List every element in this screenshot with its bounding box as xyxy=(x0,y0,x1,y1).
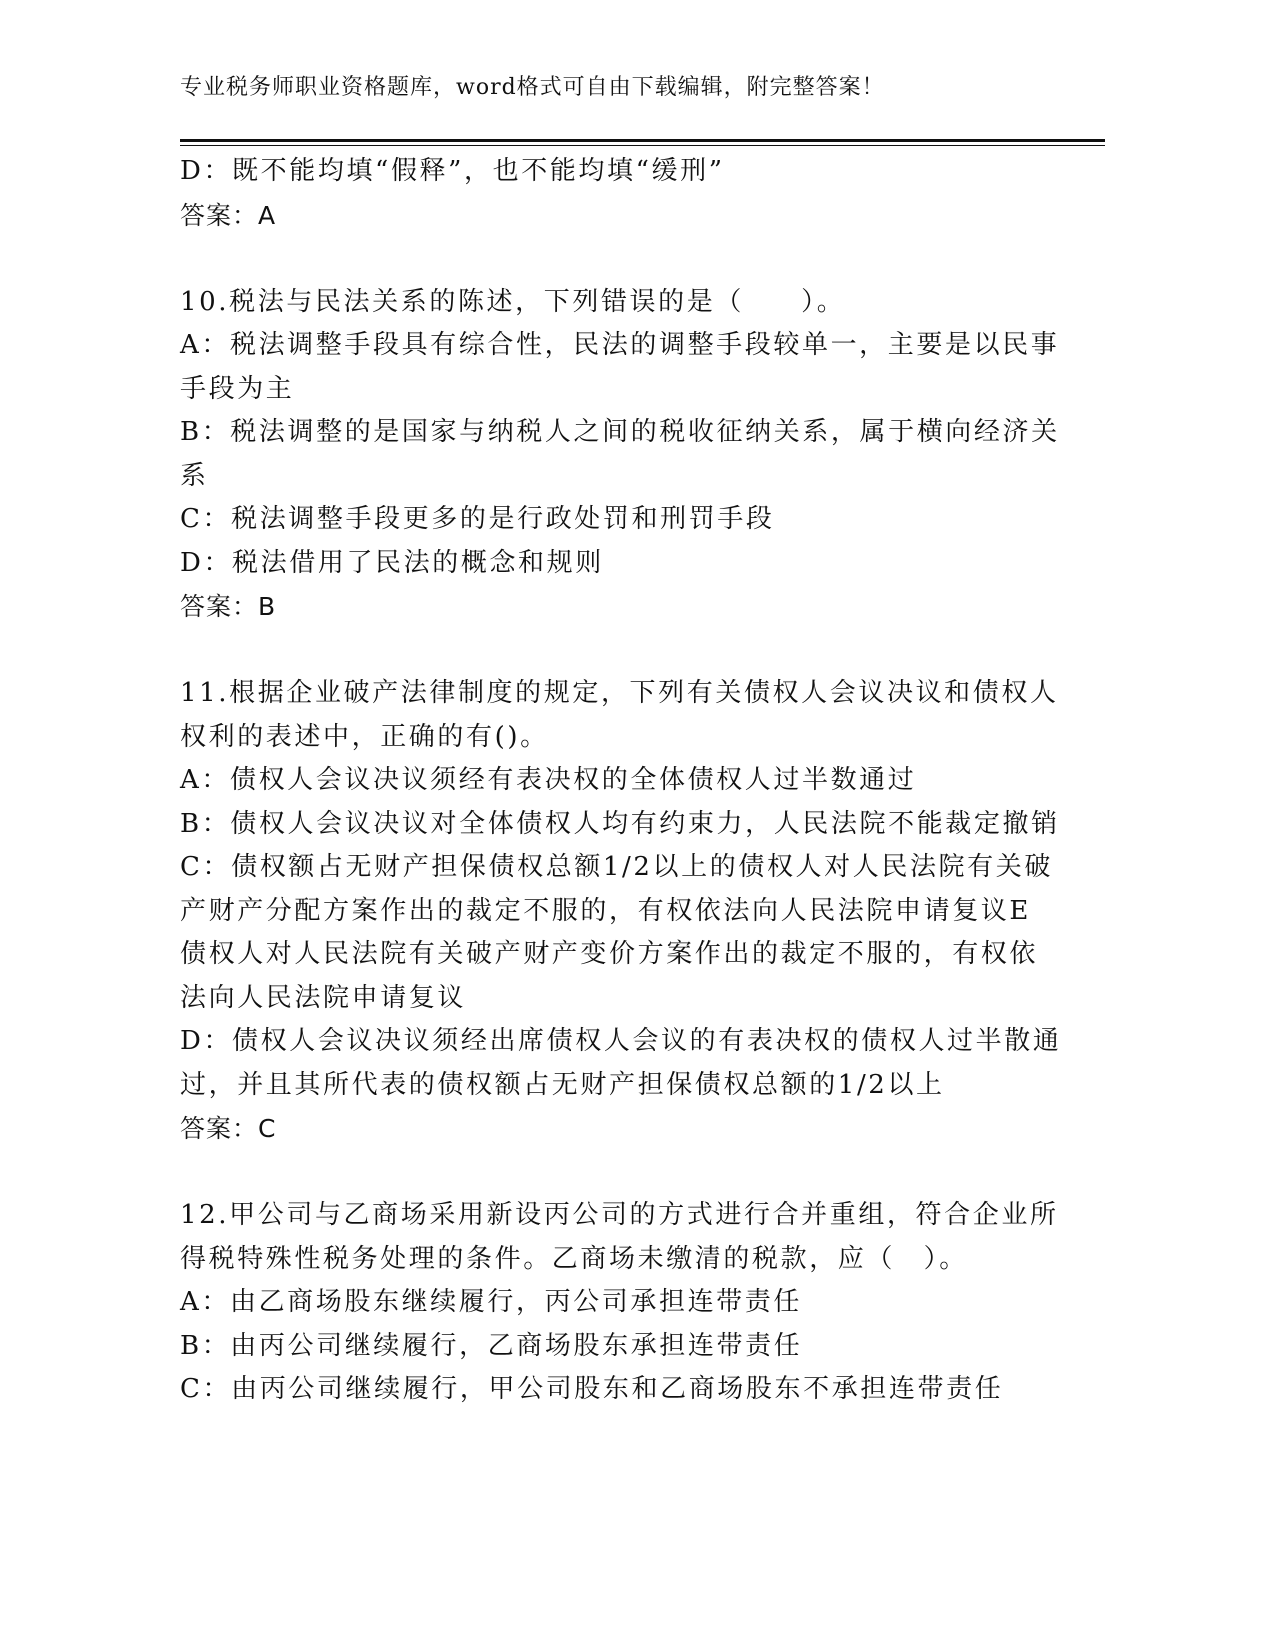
question-12 xyxy=(180,1194,1059,1412)
q10-option-b-line-2: 系 xyxy=(180,460,209,491)
q11-option-b: B：债权人会议决议对全体债权人均有约束力，人民法院不能裁定撤销 xyxy=(180,808,1060,839)
q9-answer: 答案：A xyxy=(180,200,277,230)
q11-option-a: A：债权人会议决议须经有表决权的全体债权人过半数通过 xyxy=(180,765,917,795)
q9-option-d: D：既不能均填“假释”，也不能均填“缓刑” xyxy=(180,156,725,186)
q10-option-d: D：税法借用了民法的概念和规则 xyxy=(180,547,604,578)
document-body xyxy=(180,150,1062,1412)
q10-stem: 10.税法与民法关系的陈述，下列错误的是（ ）。 xyxy=(180,286,846,317)
q11-option-d-line-2: 过，并且其所代表的债权额占无财产担保债权总额的1/2以上 xyxy=(180,1069,945,1100)
q10-answer: 答案：B xyxy=(180,592,277,621)
q11-stem-line-1: 11.根据企业破产法律制度的规定，下列有关债权人会议决议和债权人 xyxy=(180,678,1059,708)
q11-option-c-line-2: 产财产分配方案作出的裁定不服的，有权依法向人民法院申请复议E xyxy=(180,895,1031,926)
q12-option-c: C：由丙公司继续履行，甲公司股东和乙商场股东不承担连带责任 xyxy=(180,1374,1004,1404)
question-10 xyxy=(180,281,1060,629)
q11-answer: 答案：C xyxy=(180,1114,277,1143)
q10-option-c: C：税法调整手段更多的是行政处罚和刑罚手段 xyxy=(180,504,775,534)
q11-option-d-line-1: D：债权人会议决议须经出席债权人会议的有表决权的债权人过半散通 xyxy=(180,1026,1062,1056)
q12-option-a: A：由乙商场股东继续履行，丙公司承担连带责任 xyxy=(180,1287,802,1317)
question-9-tail xyxy=(180,150,1040,237)
q11-option-c-line-1: C：债权额占无财产担保债权总额1/2以上的债权人对人民法院有关破 xyxy=(180,852,1053,882)
header-rule-thin xyxy=(180,145,1105,146)
q12-stem-line-1: 12.甲公司与乙商场采用新设丙公司的方式进行合并重组，符合企业所 xyxy=(180,1200,1059,1230)
q11-stem-line-2: 权利的表述中，正确的有()。 xyxy=(180,721,549,752)
spacer xyxy=(180,1151,1040,1195)
q11-option-c-line-4: 法向人民法院申请复议 xyxy=(180,982,467,1013)
header-rule-thick xyxy=(180,139,1105,142)
q12-option-b: B：由丙公司继续履行，乙商场股东承担连带责任 xyxy=(180,1330,803,1361)
document-header: 专业税务师职业资格题库，word格式可自由下载编辑，附完整答案！ xyxy=(180,75,885,100)
q10-option-a-line-1: A：税法调整手段具有综合性，民法的调整手段较单一，主要是以民事 xyxy=(180,330,1060,360)
q10-option-b-line-1: B：税法调整的是国家与纳税人之间的税收征纳关系，属于横向经济关 xyxy=(180,417,1060,447)
q12-stem-line-2: 得税特殊性税务处理的条件。乙商场未缴清的税款，应（ ）。 xyxy=(180,1243,968,1274)
q11-option-c-line-3: 债权人对人民法院有关破产财产变价方案作出的裁定不服的，有权依 xyxy=(180,939,1039,969)
spacer xyxy=(180,629,1040,673)
q10-option-a-line-2: 手段为主 xyxy=(180,373,295,404)
spacer xyxy=(180,237,1040,281)
question-11 xyxy=(180,672,1062,1151)
